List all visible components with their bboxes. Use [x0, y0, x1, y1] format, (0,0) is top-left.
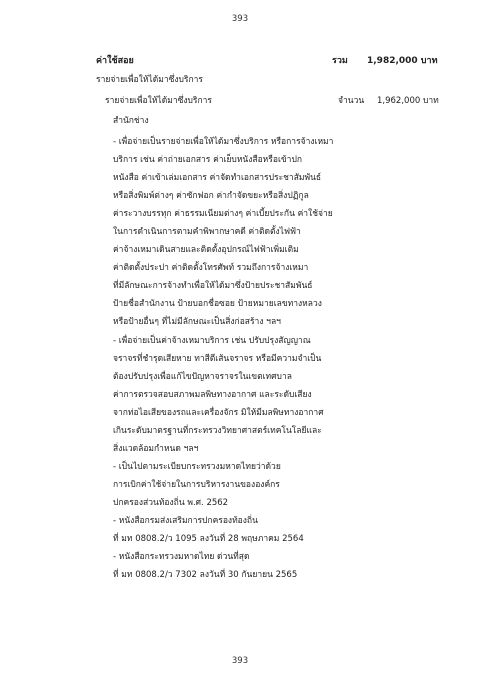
description-line: จากท่อไอเสียของรถและเครื่องจักร มิให้มีมลพิษทางอากาศ: [113, 407, 324, 418]
description-line: ค่าจ้างเหมาเดินสายและติดตั้งอุปกรณ์ไฟฟ้าเพิ่มเติม: [113, 245, 299, 256]
page-number-top: 393: [231, 14, 249, 24]
description-line: ค่าระวางบรรทุก ค่าธรรมเนียมต่างๆ ค่าเบี้ยประกัน ค่าใช้จ่าย: [113, 209, 333, 220]
description-line: ที่มีลักษณะการจ้างทำเพื่อให้ได้มาซึ่งป้ายประชาสัมพันธ์: [113, 281, 313, 292]
description-line: หนังสือ ค่าเข้าเล่มเอกสาร ค่าจัดทำเอกสารประชาสัมพันธ์: [113, 173, 322, 184]
description-line: - เพื่อจ่ายเป็นค่าจ้างเหมาบริการ เช่น ปรับปรุงสัญญาณ: [113, 335, 311, 346]
description-line: - เพื่อจ่ายเป็นรายจ่ายเพื่อให้ได้มาซึ่งบริการ หรือการจ้างเหมา: [113, 137, 334, 147]
description-line: ที่ มท 0808.2/ว 7302 ลงวันที่ 30 กันยายน 2565: [113, 570, 298, 581]
description-block: [113, 133, 333, 584]
description-line: การเบิกค่าใช้จ่ายในการบริหารงานขององค์กร: [113, 479, 280, 490]
category-label: รายจ่ายเพื่อให้ได้มาซึ่งบริการ: [96, 75, 203, 85]
description-line: ปกครองส่วนท้องถิ่น พ.ศ. 2562: [113, 497, 229, 508]
description-line: - หนังสือกรมส่งเสริมการปกครองท้องถิ่น: [113, 515, 258, 526]
description-line: ที่ มท 0808.2/ว 1095 ลงวันที่ 28 พฤษภาคม 2564: [113, 534, 304, 545]
item-name: รายจ่ายเพื่อให้ได้มาซึ่งบริการ: [105, 96, 212, 106]
total-value: 1,982,000 บาท: [367, 56, 438, 66]
section-heading: ค่าใช้สอย: [96, 56, 134, 66]
description-line: ต้องปรับปรุงเพื่อแก้ไขปัญหาจราจรในเขตเทศบาล: [113, 371, 292, 382]
description-line: - เป็นไปตามระเบียบกระทรวงมหาดไทยว่าด้วย: [113, 461, 281, 472]
description-line: ค่าติดตั้งประปา ค่าติดตั้งโทรศัพท์ รวมถึงการจ้างเหมา: [113, 263, 309, 274]
description-line: ค่าการตรวจสอบสภาพมลพิษทางอากาศ และระดับเสียง: [113, 389, 312, 400]
description-line: ในการดำเนินการตามคำพิพากษาคดี ค่าติดตั้งไฟฟ้า: [113, 227, 301, 238]
office-label: สำนักช่าง: [113, 116, 149, 126]
item-amount-value: 1,962,000 บาท: [377, 96, 439, 106]
total-label: รวม: [332, 56, 348, 66]
description-line: หรือป้ายอื่นๆ ที่ไม่มีลักษณะเป็นสิ่งก่อสร้าง ฯลฯ: [113, 317, 281, 328]
description-line: - หนังสือกระทรวงมหาดไทย ด่วนที่สุด: [113, 552, 250, 563]
page-number-bottom: 393: [231, 656, 249, 666]
description-line: ป้ายชื่อสำนักงาน ป้ายบอกชื่อซอย ป้ายหมายเลขทางหลวง: [113, 299, 322, 310]
item-amount-label: จำนวน: [338, 96, 365, 106]
description-line: หรือสิ่งพิมพ์ต่างๆ ค่าซักฟอก ค่ากำจัดขยะหรือสิ่งปฏิกูล: [113, 191, 309, 202]
description-line: สิ่งแวดล้อมกำหนด ฯลฯ: [113, 443, 199, 454]
description-line: บริการ เช่น ค่าถ่ายเอกสาร ค่าเย็บหนังสือหรือเข้าปก: [113, 155, 302, 166]
description-line: เกินระดับมาตรฐานที่กระทรวงวิทยาศาสตร์เทคโนโลยีและ: [113, 425, 322, 436]
description-line: จราจรที่ชำรุดเสียหาย ทาสีตีเส้นจราจร หรือมีความจำเป็น: [113, 353, 322, 364]
